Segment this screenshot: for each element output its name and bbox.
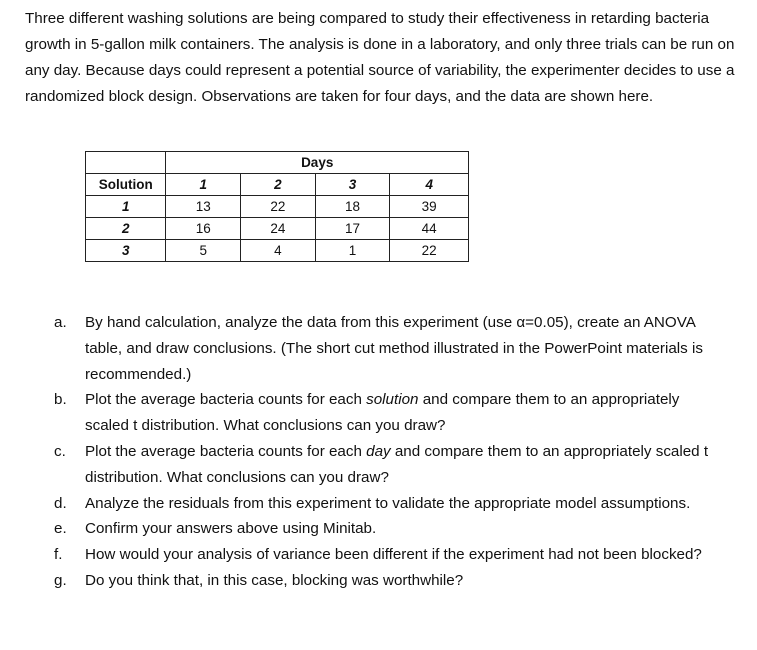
intro-paragraph: Three different washing solutions are being compared to study their effectiveness in retarding bacteria growth in 5-gallon milk containers. The analysis is done in a laboratory, and only three trials can be run on any day. Because days could represent a potential source of variability, the experimenter decides to use a randomized block design. Observations are taken for four days, and the data are shown here. [25,10,735,105]
table-cell: 1 [315,240,390,262]
question-text: Plot the average bacteria counts for each [85,391,367,409]
question-text: How would your analysis of variance been different if the experiment had not been blocked? [85,546,702,564]
emphasis-solution: solution [366,391,419,409]
day-label: 2 [241,174,316,196]
question-item [0,439,757,491]
table-cell: 22 [241,196,316,218]
question-letter: g. [54,571,67,589]
question-item [0,516,757,542]
table-cell: 4 [241,240,316,262]
table-cell: 39 [390,196,469,218]
question-letter: c. [54,442,66,460]
solution-label: 1 [86,196,166,218]
question-item [0,568,757,594]
question-letter: a. [54,314,67,331]
table-cell: 17 [315,218,390,240]
table-cell: 5 [166,240,241,262]
question-text: Do you think that, in this case, blocking was worthwhile? [85,571,464,589]
table-row [86,218,469,240]
solution-header: Solution [86,174,166,196]
question-letter: b. [54,391,67,409]
solution-label: 2 [86,218,166,240]
table-cell: 16 [166,218,241,240]
table-cell: 44 [390,218,469,240]
day-label: 3 [315,174,390,196]
table-corner-cell [86,152,166,174]
data-table [85,151,469,262]
question-letter: e. [54,520,67,538]
question-text: Analyze the residuals from this experiment to validate the appropriate model assumptions. [85,494,691,512]
emphasis-day: day [366,442,391,460]
table-row [86,240,469,262]
question-text: By hand calculation, analyze the data from this experiment (use α=0.05), create an ANOVA table, and draw conclusions. (The short cut method illustrated in the PowerPoint materials is recommended.) [85,314,703,383]
table-cell: 24 [241,218,316,240]
question-item [0,491,757,517]
question-item [0,310,757,387]
table-cell: 22 [390,240,469,262]
question-text: Plot the average bacteria counts for each [85,442,367,460]
question-list [0,310,757,594]
table-cell: 18 [315,196,390,218]
solution-label: 3 [86,240,166,262]
question-item [0,542,757,568]
table-header-row [86,152,469,174]
question-item [0,387,757,439]
days-header: Days [166,152,469,174]
question-letter: d. [54,494,67,512]
day-label: 4 [390,174,469,196]
question-text: and compare them to an appropriately scaled t distribution. What conclusions can you draw? [85,391,680,435]
question-text: and compare them to an appropriately scaled t distribution. What conclusions can you draw? [85,442,709,486]
day-label: 1 [166,174,241,196]
question-text: Confirm your answers above using Minitab. [85,520,377,538]
table-cell: 13 [166,196,241,218]
table-day-label-row [86,174,469,196]
question-letter: f. [54,546,63,564]
table-row [86,196,469,218]
